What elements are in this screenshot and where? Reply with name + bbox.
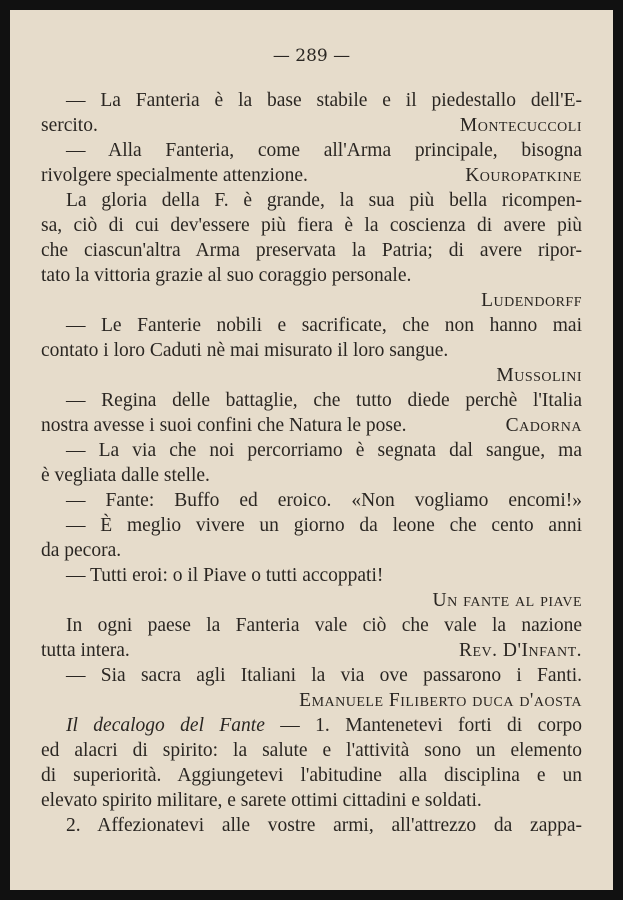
- line-text: — La via che noi percorriamo è segnata dal sangue, ma: [66, 440, 582, 461]
- text-line: [41, 188, 582, 213]
- text-line: [41, 513, 582, 538]
- page-number: — 289 —: [272, 46, 351, 66]
- line-text: In ogni paese la Fanteria vale ciò che vale la nazione: [66, 615, 582, 636]
- quote-author: Mussolini: [496, 365, 582, 386]
- line-text: nostra avesse i suoi confini che Natura le pose.: [41, 415, 407, 436]
- quote-author: Montecuccoli: [459, 115, 582, 136]
- line-text: — È meglio vivere un giorno da leone che cento anni: [66, 515, 582, 536]
- quote-author: Cadorna: [505, 415, 582, 436]
- text-line: [41, 788, 582, 813]
- line-text: che ciascun'altra Arma preservata la Patria; di avere ripor-: [41, 240, 582, 261]
- text-line: [41, 538, 582, 563]
- text-line: [41, 688, 582, 713]
- line-text: 2. Affezionatevi alle vostre armi, all'attrezzo da zappa-: [66, 815, 582, 836]
- text-line: [41, 663, 582, 688]
- text-line: [41, 163, 582, 188]
- text-line: [41, 338, 582, 363]
- line-text: da pecora.: [41, 540, 122, 561]
- line-text: — Regina delle battaglie, che tutto diede perchè l'Italia: [66, 390, 582, 411]
- book-page: [10, 10, 613, 890]
- line-text: tutta intera.: [41, 640, 130, 661]
- line-text: elevato spirito militare, e sarete ottimi cittadini e soldati.: [41, 790, 482, 811]
- text-line: [41, 238, 582, 263]
- line-text: — La Fanteria è la base stabile e il piedestallo dell'E-: [66, 90, 582, 111]
- text-line: [41, 563, 582, 588]
- line-text: — Fante: Buffo ed eroico. «Non vogliamo encomi!»: [66, 490, 582, 511]
- quote-author: Rev. D'Infant.: [458, 640, 582, 661]
- quote-author: Ludendorff: [481, 290, 582, 311]
- line-text: rivolgere specialmente attenzione.: [41, 165, 308, 186]
- line-text: di superiorità. Aggiungetevi l'abitudine alla disciplina e un: [41, 765, 582, 786]
- text-line: [41, 138, 582, 163]
- text-line: [41, 588, 582, 613]
- line-text: tato la vittoria grazie al suo coraggio personale.: [41, 265, 412, 286]
- line-text: è vegliata dalle stelle.: [41, 465, 210, 486]
- text-line: [41, 213, 582, 238]
- text-line: [41, 713, 582, 738]
- line-text: — Le Fanterie nobili e sacrificate, che non hanno mai: [66, 315, 582, 336]
- text-line: [41, 388, 582, 413]
- text-line: [41, 263, 582, 288]
- text-line: [41, 488, 582, 513]
- text-line: [41, 463, 582, 488]
- text-line: [41, 313, 582, 338]
- line-text: — Alla Fanteria, come all'Arma principale, bisogna: [66, 140, 582, 161]
- text-line: [41, 763, 582, 788]
- text-line: [41, 813, 582, 838]
- text-line: [41, 288, 582, 313]
- text-line: [41, 613, 582, 638]
- line-text: La gloria della F. è grande, la sua più bella ricompen-: [66, 190, 582, 211]
- line-text: — Sia sacra agli Italiani la via ove passarono i Fanti.: [66, 665, 582, 686]
- text-line: [41, 113, 582, 138]
- quote-author: Emanuele Filiberto duca d'aosta: [299, 690, 582, 711]
- page-text: [41, 88, 582, 838]
- quote-author: Kouropatkine: [465, 165, 582, 186]
- text-line: [41, 363, 582, 388]
- quote-author: Un fante al piave: [432, 590, 582, 611]
- text-line: [41, 438, 582, 463]
- line-text: contato i loro Caduti nè mai misurato il loro sangue.: [41, 340, 449, 361]
- text-line: [41, 738, 582, 763]
- text-line: [41, 638, 582, 663]
- line-text: sercito.: [41, 115, 98, 136]
- line-text: — Tutti eroi: o il Piave o tutti accoppati!: [66, 565, 384, 586]
- italic-title: Il decalogo del Fante: [66, 715, 265, 736]
- text-line: [41, 88, 582, 113]
- line-text: — 1. Mantenetevi forti di corpo: [264, 715, 582, 736]
- line-text: sa, ciò di cui dev'essere più fiera è la coscienza di avere più: [41, 215, 582, 236]
- line-text: ed alacri di spirito: la salute e l'attività sono un elemento: [41, 740, 582, 761]
- text-line: [41, 413, 582, 438]
